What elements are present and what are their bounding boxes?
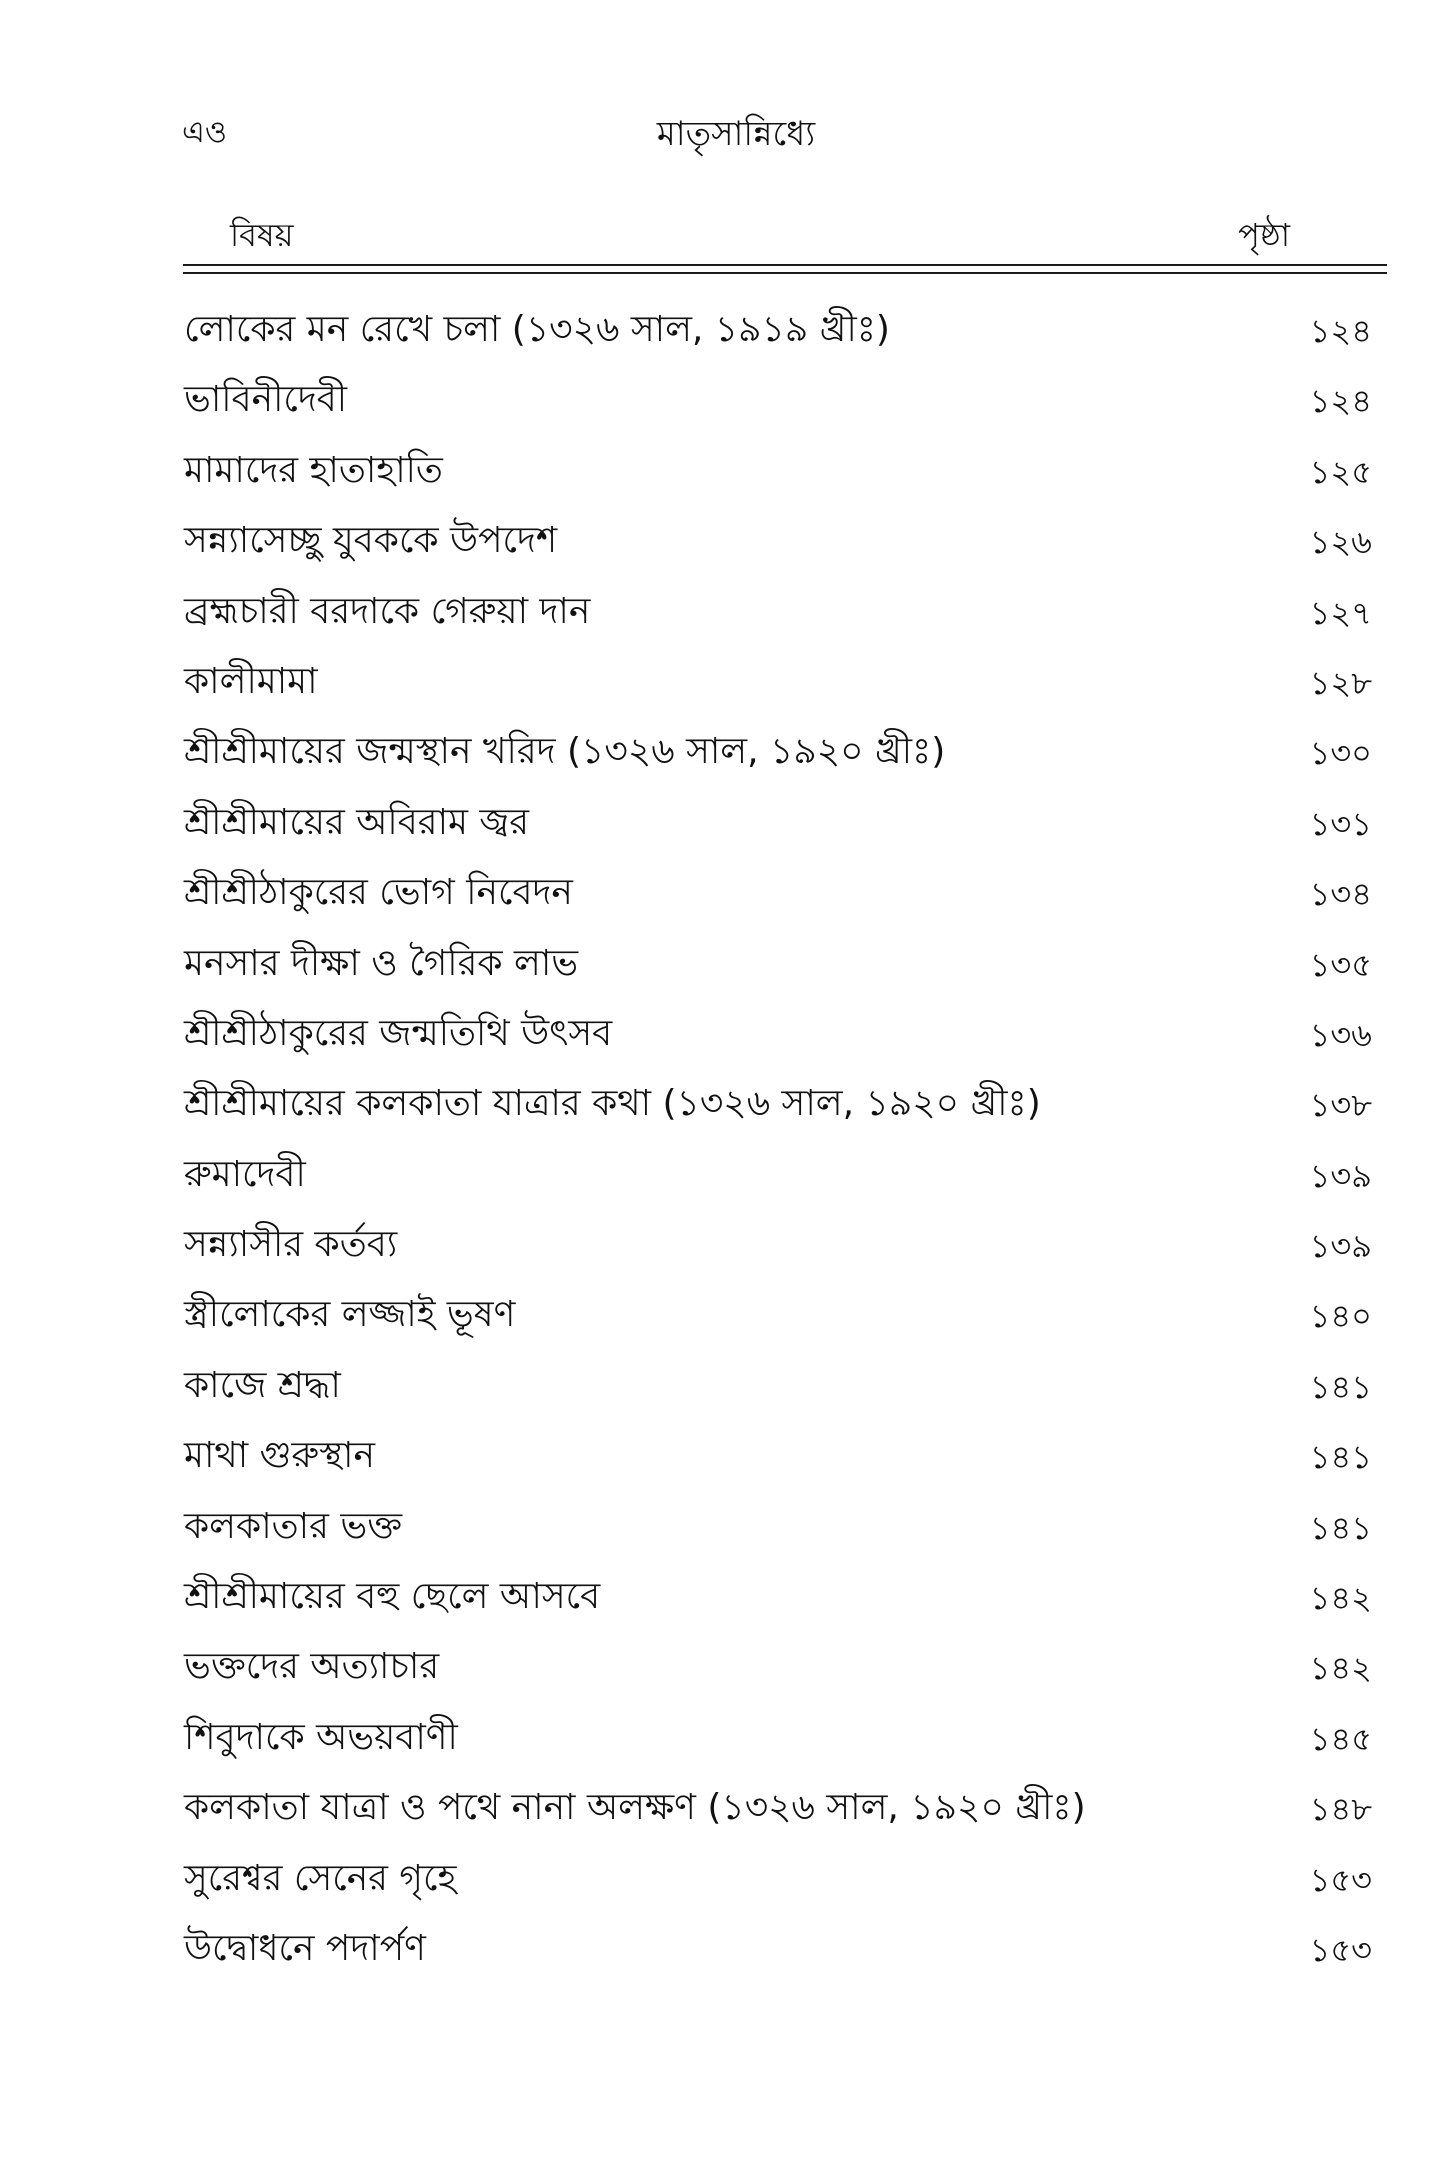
toc-entry-title: সন্ন্যাসীর কর্তব্য (184, 1224, 398, 1266)
header-rule-bottom (183, 272, 1387, 274)
toc-entry (184, 1917, 1384, 1987)
toc-entry-page: ১২৬ (1309, 523, 1372, 562)
toc-entry (184, 932, 1384, 1002)
toc-entry (184, 509, 1384, 579)
toc-entry-page: ১৩১ (1309, 804, 1372, 843)
running-title: মাতৃসান্নিধ্যে (656, 114, 816, 154)
toc-entry-title: কালীমামা (184, 660, 318, 702)
header-rule-top (183, 264, 1387, 266)
toc-entry-title: মামাদের হাতাহাতি (184, 449, 443, 491)
toc-entry (184, 1495, 1384, 1565)
toc-entry-title: ভাবিনীদেবী (184, 379, 348, 421)
toc-entry-page: ১২৫ (1309, 452, 1372, 491)
page-column-header: পৃষ্ঠা (1238, 216, 1290, 254)
toc-entry (184, 1424, 1384, 1494)
toc-entry (184, 1143, 1384, 1213)
toc-entry-page: ১৩৪ (1309, 875, 1372, 914)
toc-entry-page: ১৩৬ (1309, 1015, 1372, 1054)
toc-entry (184, 1283, 1384, 1353)
toc-entry (184, 1565, 1384, 1635)
toc-entry-page: ১৪৮ (1309, 1790, 1372, 1829)
toc-entry (184, 650, 1384, 720)
toc-entry-title: স্ত্রীলোকের লজ্জাই ভূষণ (184, 1294, 516, 1336)
toc-entry-page: ১৪১ (1309, 1367, 1372, 1406)
toc-entry (184, 1706, 1384, 1776)
toc-entry-title: কলকাতার ভক্ত (184, 1505, 403, 1547)
toc-entry (184, 1776, 1384, 1846)
toc-entry-page: ১৩৯ (1309, 1227, 1372, 1266)
toc-entry-title: শ্রীশ্রীমায়ের অবিরাম জ্বর (184, 801, 530, 843)
toc-entry-page: ১২৮ (1309, 663, 1372, 702)
toc-entry-title: শিবুদাকে অভয়বাণী (184, 1716, 458, 1758)
toc-entry (184, 720, 1384, 790)
toc-entry-title: লোকের মন রেখে চলা (১৩২৬ সাল, ১৯১৯ খ্রীঃ) (184, 309, 890, 350)
toc-entry-page: ১২৪ (1309, 382, 1372, 421)
toc-entry (184, 1354, 1384, 1424)
toc-entry (184, 1635, 1384, 1705)
toc-entry-page: ১৩৯ (1309, 1156, 1372, 1195)
toc-entry-title: ব্রহ্মচারী বরদাকে গেরুয়া দান (184, 590, 591, 632)
toc-entry-page: ১২৭ (1309, 593, 1372, 632)
toc-entry-page: ১৩০ (1309, 734, 1372, 773)
page-number: এও (182, 115, 227, 150)
toc-entry-title: কলকাতা যাত্রা ও পথে নানা অলক্ষণ (১৩২৬ সাল, ১৯২০ খ্রীঃ) (184, 1787, 1086, 1829)
toc-entry (184, 368, 1384, 438)
toc-entry-title: শ্রীশ্রীঠাকুরের জন্মতিথি উৎসব (184, 1012, 613, 1054)
toc-entry (184, 1002, 1384, 1072)
toc-entry-page: ১৪৫ (1309, 1719, 1372, 1758)
toc-entry (184, 791, 1384, 861)
toc-entry (184, 1213, 1384, 1283)
toc-entry (184, 861, 1384, 931)
toc-entry-page: ১৪২ (1309, 1649, 1372, 1688)
toc-entry-title: শ্রীশ্রীঠাকুরের ভোগ নিবেদন (184, 872, 573, 914)
toc-entry (184, 298, 1384, 368)
toc-entry-title: কাজে শ্রদ্ধা (184, 1364, 341, 1406)
toc-entry-title: সন্ন্যাসেচ্ছু যুবককে উপদেশ (184, 520, 558, 562)
toc-entry-title: সুরেশ্বর সেনের গৃহে (184, 1857, 457, 1899)
toc-entry (184, 580, 1384, 650)
toc-entry (184, 1847, 1384, 1917)
toc-entry-page: ১৩৮ (1309, 1086, 1372, 1125)
toc-entry-page: ১৫৩ (1309, 1860, 1372, 1899)
toc-entry-title: শ্রীশ্রীমায়ের কলকাতা যাত্রার কথা (১৩২৬ সাল, ১৯২০ খ্রীঃ) (184, 1083, 1041, 1125)
toc-entry (184, 439, 1384, 509)
toc-entry-page: ১৪২ (1309, 1579, 1372, 1618)
toc-entry (184, 1072, 1384, 1142)
toc-entry-page: ১৩৫ (1309, 945, 1372, 984)
toc-entry-title: মাথা গুরুস্থান (184, 1435, 375, 1477)
toc-entry-title: মনসার দীক্ষা ও গৈরিক লাভ (184, 942, 579, 984)
toc-entry-title: শ্রীশ্রীমায়ের বহু ছেলে আসবে (184, 1576, 601, 1618)
toc-entry-title: উদ্বোধনে পদার্পণ (184, 1927, 426, 1969)
toc-entry-title: রুমাদেবী (184, 1153, 306, 1195)
table-of-contents (184, 298, 1384, 1987)
toc-entry-page: ১৪১ (1309, 1508, 1372, 1547)
toc-entry-title: শ্রীশ্রীমায়ের জন্মস্থান খরিদ (১৩২৬ সাল, ১৯২০ খ্রীঃ) (184, 731, 946, 773)
toc-entry-title: ভক্তদের অত্যাচার (184, 1646, 440, 1688)
toc-entry-page: ১২৪ (1309, 312, 1372, 350)
toc-entry-page: ১৪১ (1309, 1438, 1372, 1477)
toc-entry-page: ১৫৩ (1309, 1930, 1372, 1969)
subject-column-header: বিষয় (230, 216, 294, 254)
toc-entry-page: ১৪০ (1309, 1297, 1372, 1336)
